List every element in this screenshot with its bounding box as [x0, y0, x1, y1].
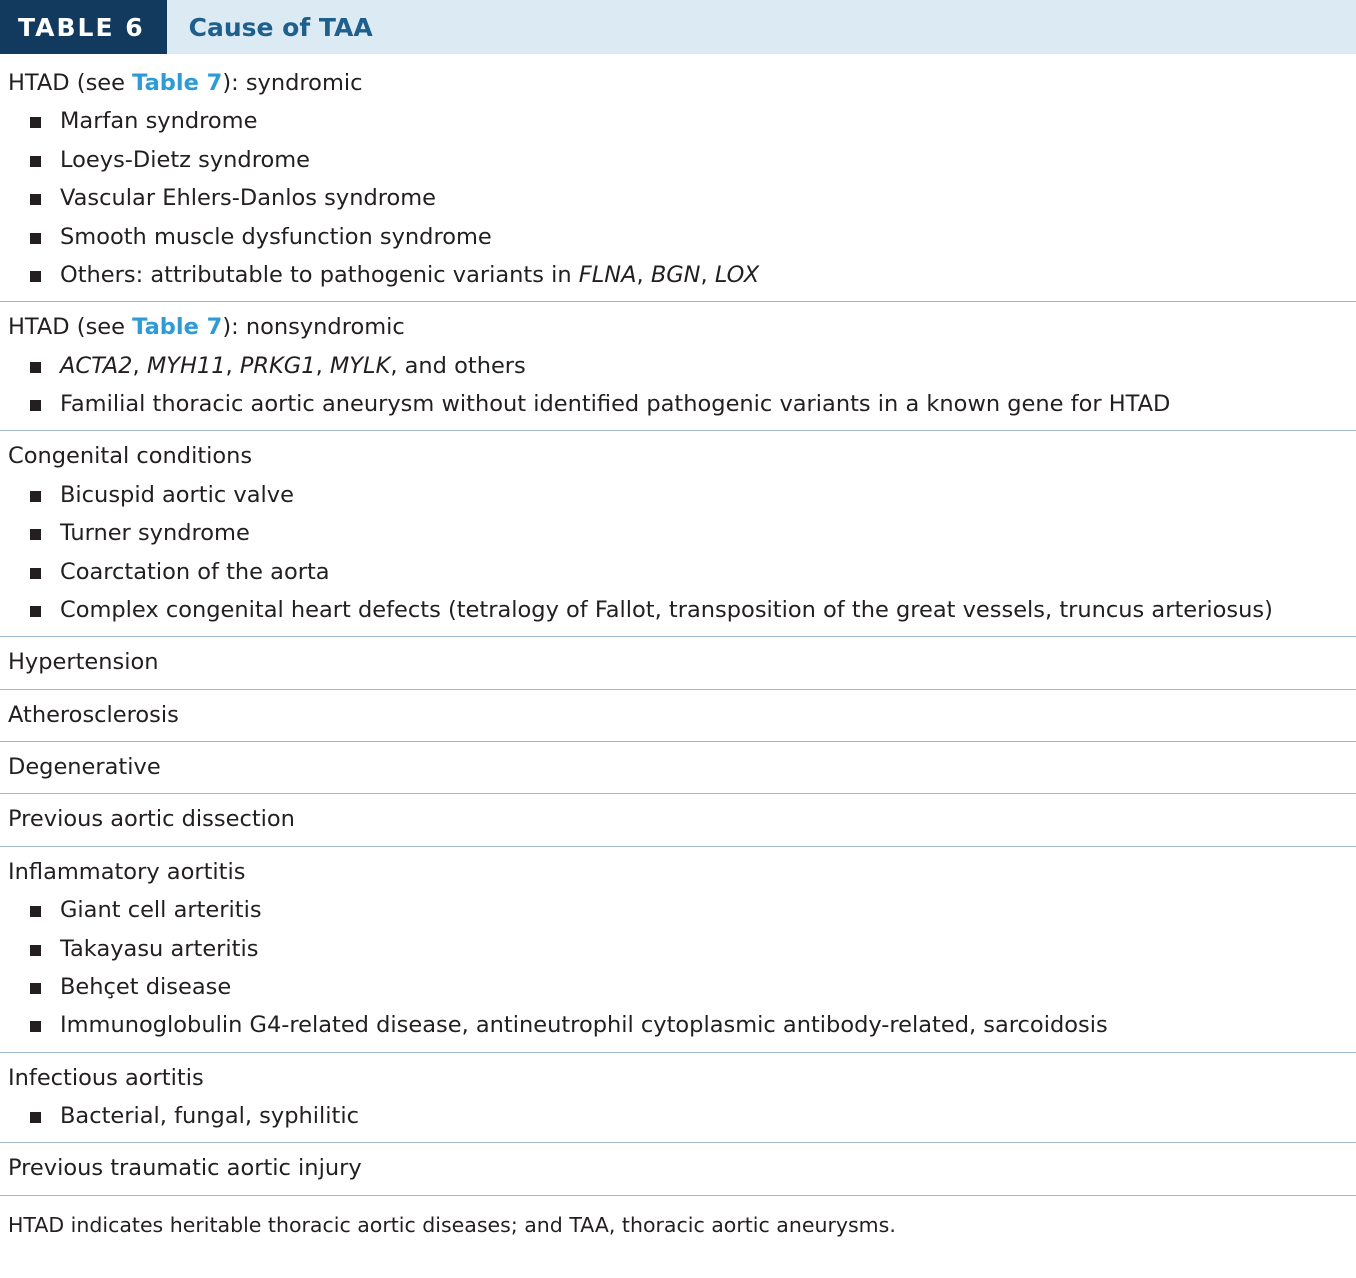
- table-row: [0, 690, 1356, 742]
- list-item: [8, 1101, 1348, 1131]
- list-item-label: Bicuspid aortic valve: [60, 481, 294, 508]
- row-heading: Previous traumatic aortic injury: [8, 1155, 362, 1182]
- list-item-label: Familial thoracic aortic aneurysm without identified pathogenic variants in a known gene for HTAD: [60, 391, 1171, 417]
- list-item-label: Vascular Ehlers-Danlos syndrome: [60, 185, 437, 212]
- list-item-label: ACTA2, MYH11, PRKG1, MYLK, and others: [60, 352, 526, 379]
- bullet-square-icon: [30, 606, 41, 617]
- list-item-label: Immunoglobulin G4-related disease, antineutrophil cytoplasmic antibody-related, sarcoidosis: [60, 1012, 1108, 1039]
- bullet-square-icon: [30, 117, 41, 128]
- list-item: [8, 595, 1348, 625]
- list-item: [8, 260, 1348, 290]
- bullet-square-icon: [30, 983, 41, 994]
- row-heading: Inflammatory aortitis: [8, 858, 246, 885]
- table-number-badge: TABLE 6: [0, 0, 167, 54]
- list-item-label: Loeys-Dietz syndrome: [60, 146, 310, 173]
- list-item: [8, 895, 1348, 925]
- bullet-square-icon: [30, 945, 41, 956]
- bullet-square-icon: [30, 491, 41, 502]
- bullet-square-icon: [30, 529, 41, 540]
- table-row: [0, 847, 1356, 1053]
- row-heading: Hypertension: [8, 649, 159, 676]
- list-item-label: Behçet disease: [60, 973, 232, 1000]
- bullet-square-icon: [30, 156, 41, 167]
- list-item-label: Takayasu arteritis: [60, 935, 259, 962]
- table-body: [0, 54, 1356, 1196]
- row-heading: Degenerative: [8, 754, 161, 780]
- row-heading-text-suffix: ): nonsyndromic: [222, 314, 405, 341]
- list-item-label: Coarctation of the aorta: [60, 558, 330, 585]
- bullet-square-icon: [30, 194, 41, 205]
- bullet-list: [8, 106, 1348, 290]
- table-7-link[interactable]: Table 7: [132, 314, 223, 341]
- list-item: [8, 972, 1348, 1002]
- bullet-square-icon: [30, 568, 41, 579]
- list-item-label: Smooth muscle dysfunction syndrome: [60, 223, 492, 250]
- list-item-label: Others: attributable to pathogenic variants in FLNA, BGN, LOX: [60, 261, 760, 288]
- row-heading: Infectious aortitis: [8, 1064, 204, 1091]
- list-item-label: Complex congenital heart defects (tetralogy of Fallot, transposition of the great vessels, truncus arteriosus): [60, 596, 1273, 623]
- table-row: [0, 302, 1356, 431]
- bullet-list: [8, 480, 1348, 626]
- list-item: [8, 518, 1348, 548]
- row-heading: [8, 312, 1348, 342]
- list-item-label: Bacterial, fungal, syphilitic: [60, 1103, 359, 1129]
- table-row: [0, 794, 1356, 846]
- row-heading-text: HTAD (see: [8, 70, 133, 96]
- bullet-square-icon: [30, 362, 41, 373]
- list-item: [8, 1010, 1348, 1040]
- bullet-square-icon: [30, 906, 41, 917]
- list-item: [8, 351, 1348, 381]
- bullet-list: [8, 351, 1348, 420]
- table-7-link[interactable]: Table 7: [132, 70, 223, 96]
- table-row: [0, 742, 1356, 794]
- table-row: [0, 1143, 1356, 1195]
- row-heading: [8, 68, 1348, 98]
- list-item: [8, 389, 1348, 419]
- list-item-label: Giant cell arteritis: [60, 897, 262, 924]
- list-item: [8, 183, 1348, 213]
- bullet-square-icon: [30, 400, 41, 411]
- bullet-list: [8, 895, 1348, 1041]
- row-heading-text: HTAD (see: [8, 314, 133, 341]
- table-header: [0, 0, 1356, 54]
- row-heading: Congenital conditions: [8, 443, 253, 470]
- bullet-square-icon: [30, 1021, 41, 1032]
- list-item: [8, 222, 1348, 252]
- bullet-square-icon: [30, 233, 41, 244]
- table-footnote: HTAD indicates heritable thoracic aortic diseases; and TAA, thoracic aortic aneurysms.: [8, 1212, 896, 1237]
- table-row: [0, 637, 1356, 689]
- table-row: [0, 54, 1356, 302]
- bullet-list: [8, 1101, 1348, 1131]
- list-item: [8, 557, 1348, 587]
- list-item: [8, 106, 1348, 136]
- list-item-label: Marfan syndrome: [60, 108, 258, 135]
- table-title: Cause of TAA: [188, 12, 373, 42]
- row-heading: Atherosclerosis: [8, 701, 179, 728]
- row-heading: Previous aortic dissection: [8, 806, 295, 833]
- table-row: [0, 1053, 1356, 1144]
- bullet-square-icon: [30, 1112, 41, 1123]
- list-item: [8, 145, 1348, 175]
- list-item: [8, 480, 1348, 510]
- row-heading-text-suffix: ): syndromic: [222, 70, 363, 96]
- bullet-square-icon: [30, 271, 41, 282]
- list-item: [8, 934, 1348, 964]
- list-item-label: Turner syndrome: [60, 520, 250, 547]
- table-row: [0, 431, 1356, 637]
